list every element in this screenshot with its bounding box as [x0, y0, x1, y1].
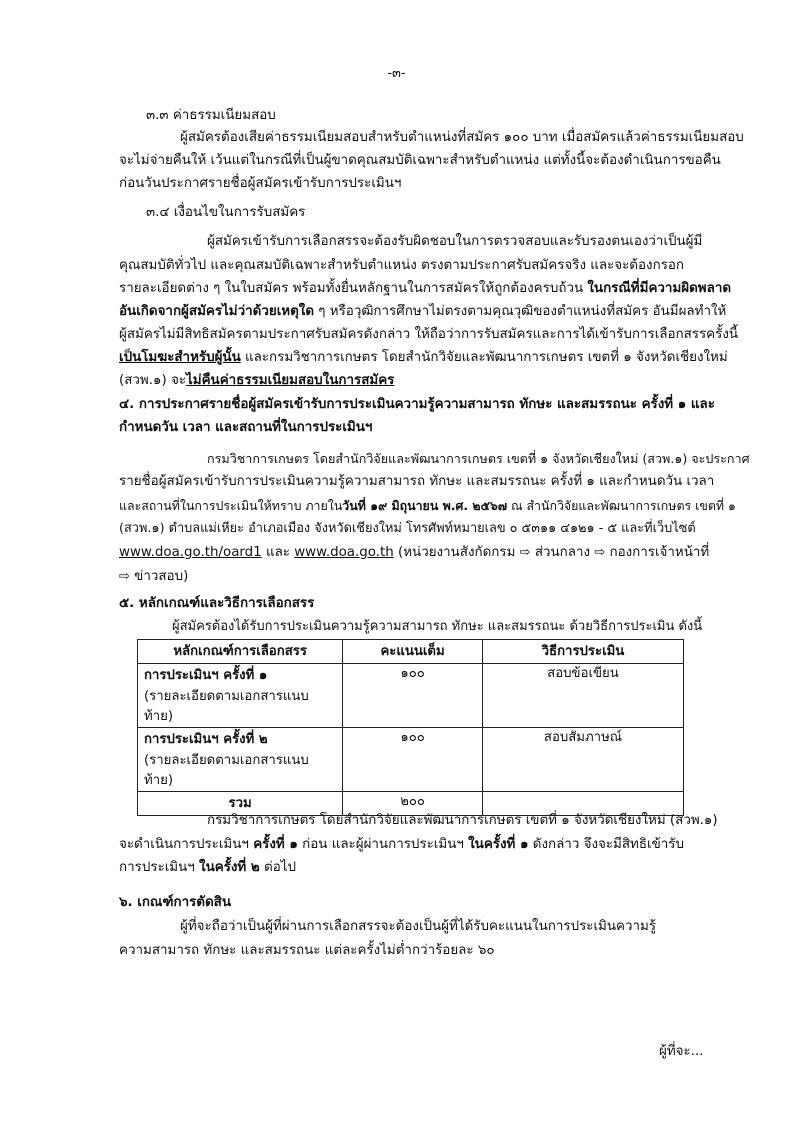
- table-row: [138, 664, 684, 688]
- method-cell: สอบข้อเขียน: [482, 664, 683, 728]
- right-arrow-icon: ⇨: [594, 545, 606, 560]
- section-5-para-3-a: การประเมินฯ: [119, 860, 200, 875]
- total-label: รวม: [138, 792, 343, 816]
- section-4-line-2: รายชื่อผู้สมัครเข้ารับการประเมินความรู้ความสามารถ ทักษะ และสมรรถนะ ครั้งที่ ๑ และกำหนดวัน เวลา: [119, 474, 715, 489]
- section-5-para-3-c: ต่อไป: [259, 860, 296, 875]
- section-4-line-3: [119, 496, 736, 516]
- table-row: [138, 728, 684, 752]
- announcement-date: วันที่ ๑๙ มิถุนายน พ.ศ. ๒๕๖๗: [342, 498, 508, 513]
- section-5-para-2-a: จะดำเนินการประเมินฯ: [119, 837, 254, 852]
- section-4-line-3-text: และสถานที่ในการประเมินให้ทราบ ภายใน: [119, 498, 343, 513]
- and-text: และ: [261, 545, 295, 560]
- section-3-4-line-3-text: รายละเอียดต่าง ๆ ในใบสมัคร พร้อมทั้งยื่นหลักฐานในการสมัครให้ถูกต้องครบถ้วน: [119, 281, 588, 296]
- section-3-4-line-6-text: และกรมวิชาการเกษตร โดยสำนักวิจัยและพัฒนาการเกษตร เขตที่ ๑ จังหวัดเชียงใหม่: [240, 350, 728, 365]
- table-header-row: [138, 640, 684, 664]
- header-criterion: หลักเกณฑ์การเลือกสรร: [138, 640, 343, 664]
- section-4-line-5: [119, 543, 709, 563]
- criteria-table: [137, 639, 684, 816]
- section-5-intro: ผู้สมัครต้องได้รับการประเมินความรู้ความสามารถ ทักษะ และสมรรถนะ ด้วยวิธีการประเมิน ดังนี้: [172, 619, 703, 634]
- section-4-line-4: (สวพ.๑) ตำบลแม่เหียะ อำเภอเมือง จังหวัดเชียงใหม่ โทรศัพท์หมายเลข ๐ ๕๓๑๑ ๔๑๒๑ - ๕ และที่เว็บไซต์: [119, 521, 696, 536]
- section-5-heading: ๕. หลักเกณฑ์และวิธีการเลือกสรร: [119, 596, 315, 611]
- error-clause: ในกรณีที่มีความผิดพลาด: [587, 281, 732, 296]
- oard1-link[interactable]: www.doa.go.th/oard1: [119, 545, 262, 560]
- path-part-4: ข่าวสอบ): [129, 569, 189, 584]
- criterion-note: (รายละเอียดตามเอกสารแนบท้าย): [138, 687, 343, 728]
- header-score: คะแนนเต็ม: [343, 640, 483, 664]
- round-1-bold: ครั้งที่ ๑: [253, 837, 298, 852]
- header-method: วิธีการประเมิน: [482, 640, 683, 664]
- no-refund-clause: ไม่คืนค่าธรรมเนียมสอบในการสมัคร: [186, 373, 395, 388]
- round-2-bold: ในครั้งที่ ๒: [199, 860, 260, 875]
- section-3-4-line-3: [119, 279, 731, 299]
- section-4-line-3-place: ณ สำนักวิจัยและพัฒนาการเกษตร เขตที่ ๑: [507, 498, 736, 513]
- section-6-line-2: ความสามารถ ทักษะ และสมรรถนะ แต่ละครั้งไม่ต่ำกว่าร้อยละ ๖๐: [119, 943, 495, 958]
- section-4-line-6: [119, 567, 188, 587]
- path-part-1: (หน่วยงานสังกัดกรม: [393, 545, 520, 560]
- section-3-4-line-7: [119, 371, 394, 391]
- section-3-3-line-3: ก่อนวันประกาศรายชื่อผู้สมัครเข้ารับการประเมินฯ: [119, 176, 402, 191]
- criterion-cell: การประเมินฯ ครั้งที่ ๒: [138, 728, 343, 752]
- section-4-heading-1: ๔. การประกาศรายชื่อผู้สมัครเข้ารับการประเมินความรู้ความสามารถ ทักษะ และสมรรถนะ ครั้งที่ ๑ และ: [119, 397, 715, 412]
- section-3-3-heading: ๓.๓ ค่าธรรมเนียมสอบ: [146, 108, 276, 123]
- section-3-4-line-4: [119, 302, 726, 322]
- section-6-heading: ๖. เกณฑ์การตัดสิน: [119, 895, 232, 910]
- path-part-3: กองการเจ้าหน้าที่: [605, 545, 710, 560]
- section-4-line-1: กรมวิชาการเกษตร โดยสำนักวิจัยและพัฒนาการเกษตร เขตที่ ๑ จังหวัดเชียงใหม่ (สวพ.๑) จะประกาศ: [207, 451, 750, 466]
- section-3-4-line-6: [119, 348, 728, 368]
- criterion-cell: การประเมินฯ ครั้งที่ ๑: [138, 664, 343, 688]
- doa-link[interactable]: www.doa.go.th: [294, 545, 394, 560]
- section-3-3-line-1: ผู้สมัครต้องเสียค่าธรรมเนียมสอบสำหรับตำแหน่งที่สมัคร ๑๐๐ บาท เมื่อสมัครแล้วค่าธรรมเนียมสอบ: [180, 130, 744, 145]
- right-arrow-icon: ⇨: [519, 545, 531, 560]
- section-3-4-line-2: คุณสมบัติทั่วไป และคุณสมบัติเฉพาะสำหรับตำแหน่ง ตรงตามประกาศรับสมัครจริง และจะต้องกรอก: [119, 258, 685, 273]
- score-cell: ๑๐๐: [343, 728, 483, 792]
- section-5-para-2-c: ก่อน และผู้ผ่านการประเมินฯ: [297, 837, 469, 852]
- total-score: ๒๐๐: [343, 792, 483, 816]
- section-4-heading-2: กำหนดวัน เวลา และสถานที่ในการประเมินฯ: [119, 420, 373, 435]
- section-3-4-heading: ๓.๔ เงื่อนไขในการรับสมัคร: [146, 205, 306, 220]
- section-3-4-line-1: ผู้สมัครเข้ารับการเลือกสรรจะต้องรับผิดชอบในการตรวจสอบและรับรองตนเองว่าเป็นผู้มี: [207, 234, 703, 249]
- path-part-2: ส่วนกลาง: [530, 545, 595, 560]
- round-1-pass-bold: ในครั้งที่ ๑: [468, 837, 529, 852]
- continuation-footer: ผู้ที่จะ...: [659, 1044, 704, 1059]
- section-5-para-3: [119, 858, 296, 878]
- section-3-4-line-5: ผู้สมัครไม่มีสิทธิสมัครตามประกาศรับสมัครดังกล่าว ให้ถือว่าการรับสมัครและการได้เข้ารับการเลือกสรรครั้งนี้: [119, 327, 739, 342]
- error-clause-cont: อันเกิดจากผู้สมัครไม่ว่าด้วยเหตุใด: [119, 304, 315, 319]
- page-number: -๓-: [387, 66, 406, 81]
- score-cell: ๑๐๐: [343, 664, 483, 728]
- section-5-para-1: กรมวิชาการเกษตร โดยสำนักวิจัยและพัฒนาการเกษตร เขตที่ ๑ จังหวัดเชียงใหม่ (สวพ.๑): [207, 813, 718, 828]
- section-5-para-2: [119, 835, 684, 855]
- section-6-line-1: ผู้ที่จะถือว่าเป็นผู้ที่ผ่านการเลือกสรรจะต้องเป็นผู้ที่ได้รับคะแนนในการประเมินความรู้: [180, 919, 657, 934]
- method-cell: สอบสัมภาษณ์: [482, 728, 683, 792]
- section-3-4-line-4-text: ๆ หรือวุฒิการศึกษาไม่ตรงตามคุณวุฒิของตำแหน่งที่สมัคร อันมีผลทำให้: [314, 304, 727, 319]
- section-5-para-2-e: ดังกล่าว จึงจะมีสิทธิเข้ารับ: [528, 837, 684, 852]
- criterion-note: (รายละเอียดตามเอกสารแนบท้าย): [138, 751, 343, 792]
- right-arrow-icon: ⇨: [119, 569, 130, 584]
- section-3-4-line-7-text: (สวพ.๑) จะ: [119, 373, 187, 388]
- section-3-3-line-2: จะไม่จ่ายคืนให้ เว้นแต่ในกรณีที่เป็นผู้ขาดคุณสมบัติเฉพาะสำหรับตำแหน่ง แต่ทั้งนี้จะต้องดำเนินการขอคืน: [119, 153, 721, 168]
- void-clause: เป็นโมฆะสำหรับผู้นั้น: [119, 350, 241, 365]
